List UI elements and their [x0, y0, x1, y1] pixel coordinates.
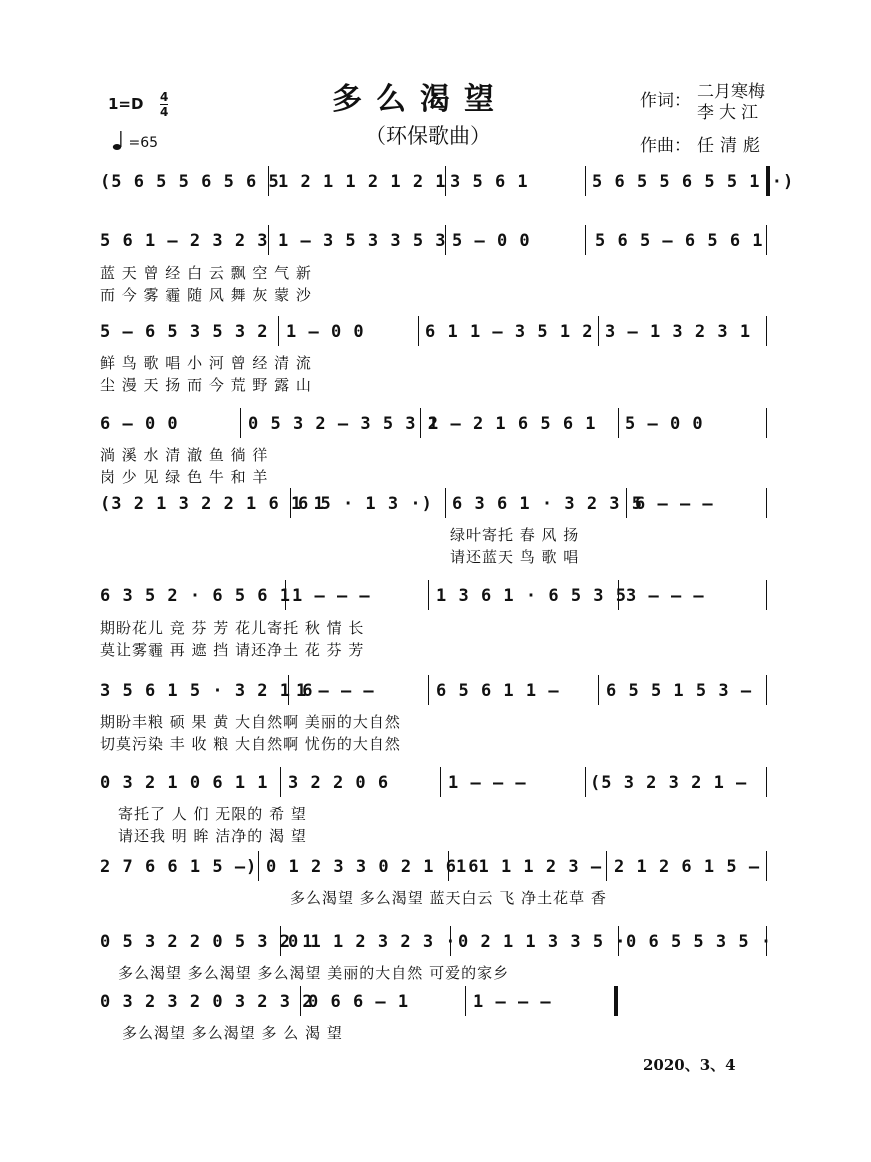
lyricist-name-2: 李大江 [697, 103, 763, 123]
time-signature-top: 4 [160, 90, 169, 104]
bar-line [440, 767, 441, 797]
measure-notes: 5 6 1 – 2 3 2 3 [100, 231, 269, 251]
bar-line [420, 408, 421, 438]
measure-notes: 6 3 6 1 · 3 2 3 5 [452, 494, 643, 514]
measure-notes: 0 6 6 – 1 [308, 992, 410, 1012]
lyric-line: 请还蓝天 鸟 歌 唱 [450, 548, 580, 566]
bar-line [766, 408, 767, 438]
bar-line [598, 675, 599, 705]
bar-line [766, 767, 767, 797]
measure-notes: 2 7 6 6 1 5 –) [100, 857, 258, 877]
bar-line [280, 767, 281, 797]
lyric-line: 莫让雾霾 再 遮 挡 请还净土 花 芬 芳 [100, 641, 365, 659]
measure-notes: 0 3 2 1 0 6 1 1 [100, 773, 269, 793]
bar-line [445, 166, 446, 196]
composer-label: 作曲： [640, 136, 691, 156]
lyric-line: 多么渴望 多么渴望 多 么 渴 望 [122, 1024, 343, 1042]
lyric-line: 而 今 雾 霾 随 风 舞 灰 蒙 沙 [100, 286, 312, 304]
bar-line [585, 225, 586, 255]
measure-notes: 1 – 0 0 [286, 322, 365, 342]
measure-notes: 1 1 1 1 2 3 – [456, 857, 603, 877]
bar-line [285, 580, 286, 610]
bar-line [258, 851, 259, 881]
lyric-line: 请还我 明 眸 洁净的 渴 望 [118, 827, 307, 845]
bar-line [280, 926, 281, 956]
bar-line [766, 675, 767, 705]
bar-line [626, 488, 627, 518]
measure-notes: 1 – – – [296, 681, 375, 701]
bar-line [278, 316, 279, 346]
measure-notes: 0 5 3 2 – 3 5 3 2 [248, 414, 439, 434]
measure-notes: 1 3 6 1 · 6 5 3 5 [436, 586, 627, 606]
time-signature-bottom: 4 [160, 105, 169, 119]
lyric-line: 切莫污染 丰 收 粮 大自然啊 忧伤的大自然 [100, 735, 401, 753]
bar-line [240, 408, 241, 438]
lyricist-label: 作词： [640, 91, 691, 111]
measure-notes: 1 – 2 1 6 5 6 1 [428, 414, 597, 434]
measure-notes: 5 – 0 0 [625, 414, 704, 434]
bar-line [418, 316, 419, 346]
bar-line [598, 316, 599, 346]
lyric-line: 多么渴望 多么渴望 蓝天白云 飞 净土花草 香 [290, 889, 607, 907]
bar-line [766, 316, 767, 346]
tempo-mark: =65 [112, 131, 158, 151]
lyric-line: 蓝 天 曾 经 白 云 飘 空 气 新 [100, 264, 312, 282]
bar-line [618, 926, 619, 956]
song-subtitle: （环保歌曲） [365, 124, 491, 148]
lyric-line: 尘 漫 天 扬 而 今 荒 野 露 山 [100, 376, 312, 394]
bar-line [288, 675, 289, 705]
measure-notes: (5 6 5 5 6 5 6 5 [100, 172, 280, 192]
bar-line [618, 408, 619, 438]
bar-line [766, 580, 767, 610]
measure-notes: 6 3 5 2 · 6 5 6 1 [100, 586, 291, 606]
lyricist-name-1: 二月寒梅 [697, 82, 765, 102]
measure-notes: 3 – – – [626, 586, 705, 606]
measure-notes: 3 – 1 3 2 3 1 [605, 322, 752, 342]
lyric-line: 岗 少 见 绿 色 牛 和 羊 [100, 468, 269, 486]
measure-notes: 2 1 2 6 1 5 – [614, 857, 761, 877]
bar-line [450, 926, 451, 956]
composer-name: 任清彪 [697, 136, 766, 156]
quarter-note-icon [112, 131, 124, 151]
lyric-line: 寄托了 人 们 无限的 希 望 [118, 805, 307, 823]
bar-line [445, 225, 446, 255]
date: 2020、3、4 [643, 1056, 736, 1074]
bar-line [465, 986, 466, 1016]
bar-line [428, 675, 429, 705]
bar-line [766, 851, 767, 881]
measure-notes: 1 – 3 5 3 3 5 3 [278, 231, 447, 251]
bar-line [766, 166, 770, 196]
measure-notes: 5 – 0 0 [452, 231, 531, 251]
lyric-line: 鲜 鸟 歌 唱 小 河 曾 经 清 流 [100, 354, 312, 372]
bar-line [268, 225, 269, 255]
bar-line [614, 986, 618, 1016]
measure-notes: 0 6 5 5 3 5 · [626, 932, 773, 952]
measure-notes: 6 – 0 0 [100, 414, 179, 434]
measure-notes: 0 1 1 2 3 2 3 · [288, 932, 457, 952]
bar-line [606, 851, 607, 881]
measure-notes: 1 – – – [292, 586, 371, 606]
lyric-line: 多么渴望 多么渴望 多么渴望 美丽的大自然 可爱的家乡 [118, 964, 510, 982]
song-title: 多么渴望 [332, 82, 508, 117]
measure-notes: (3 2 1 3 2 2 1 6 1 1 [100, 494, 325, 514]
lyric-line: 期盼丰粮 硕 果 黄 大自然啊 美丽的大自然 [100, 713, 401, 731]
measure-notes: 0 3 2 3 2 0 3 2 3 2 [100, 992, 314, 1012]
bar-line [766, 926, 767, 956]
measure-notes: 5 6 5 – 6 5 6 1 [595, 231, 764, 251]
measure-notes: 0 5 3 2 2 0 5 3 2 1 [100, 932, 314, 952]
time-signature [160, 90, 168, 119]
bar-line [618, 580, 619, 610]
measure-notes: (5 3 2 3 2 1 – [590, 773, 748, 793]
bar-line [300, 986, 301, 1016]
measure-notes: 6 1 1 – 3 5 1 2 [425, 322, 594, 342]
lyric-line: 期盼花儿 竞 芬 芳 花儿寄托 秋 情 长 [100, 619, 365, 637]
measure-notes: 1 – – – [473, 992, 552, 1012]
measure-notes: 1 – – – [448, 773, 527, 793]
measure-notes: 3 5 6 1 [450, 172, 529, 192]
measure-notes: 6 5 5 1 5 3 – [606, 681, 753, 701]
bar-line [766, 225, 767, 255]
bar-line [268, 166, 269, 196]
measure-notes: 1 2 1 1 2 1 2 1 [278, 172, 447, 192]
bar-line [766, 488, 767, 518]
measure-notes: 3 5 6 1 5 · 3 2 1 6 [100, 681, 314, 701]
key-signature: 1=D [108, 95, 144, 113]
tempo-value: 65 [140, 135, 159, 151]
bar-line [585, 166, 586, 196]
lyric-line: 淌 溪 水 清 澈 鱼 徜 徉 [100, 446, 269, 464]
measure-notes: 3 2 2 0 6 [288, 773, 390, 793]
measure-notes: 5 6 5 5 6 5 5 1 ·) [592, 172, 795, 192]
measure-notes: 5 – 6 5 3 5 3 2 [100, 322, 269, 342]
bar-line [585, 767, 586, 797]
bar-line [448, 851, 449, 881]
measure-notes: 0 1 2 3 3 0 2 1 6 6 [266, 857, 480, 877]
measure-notes: 6 – – – [635, 494, 714, 514]
bar-line [428, 580, 429, 610]
bar-line [290, 488, 291, 518]
measure-notes: 6 5 6 1 1 – [436, 681, 560, 701]
bar-line [445, 488, 446, 518]
measure-notes: 6 5 · 1 3 ·) [298, 494, 433, 514]
measure-notes: 0 2 1 1 3 3 5 · [458, 932, 627, 952]
lyric-line: 绿叶寄托 春 风 扬 [450, 526, 580, 544]
